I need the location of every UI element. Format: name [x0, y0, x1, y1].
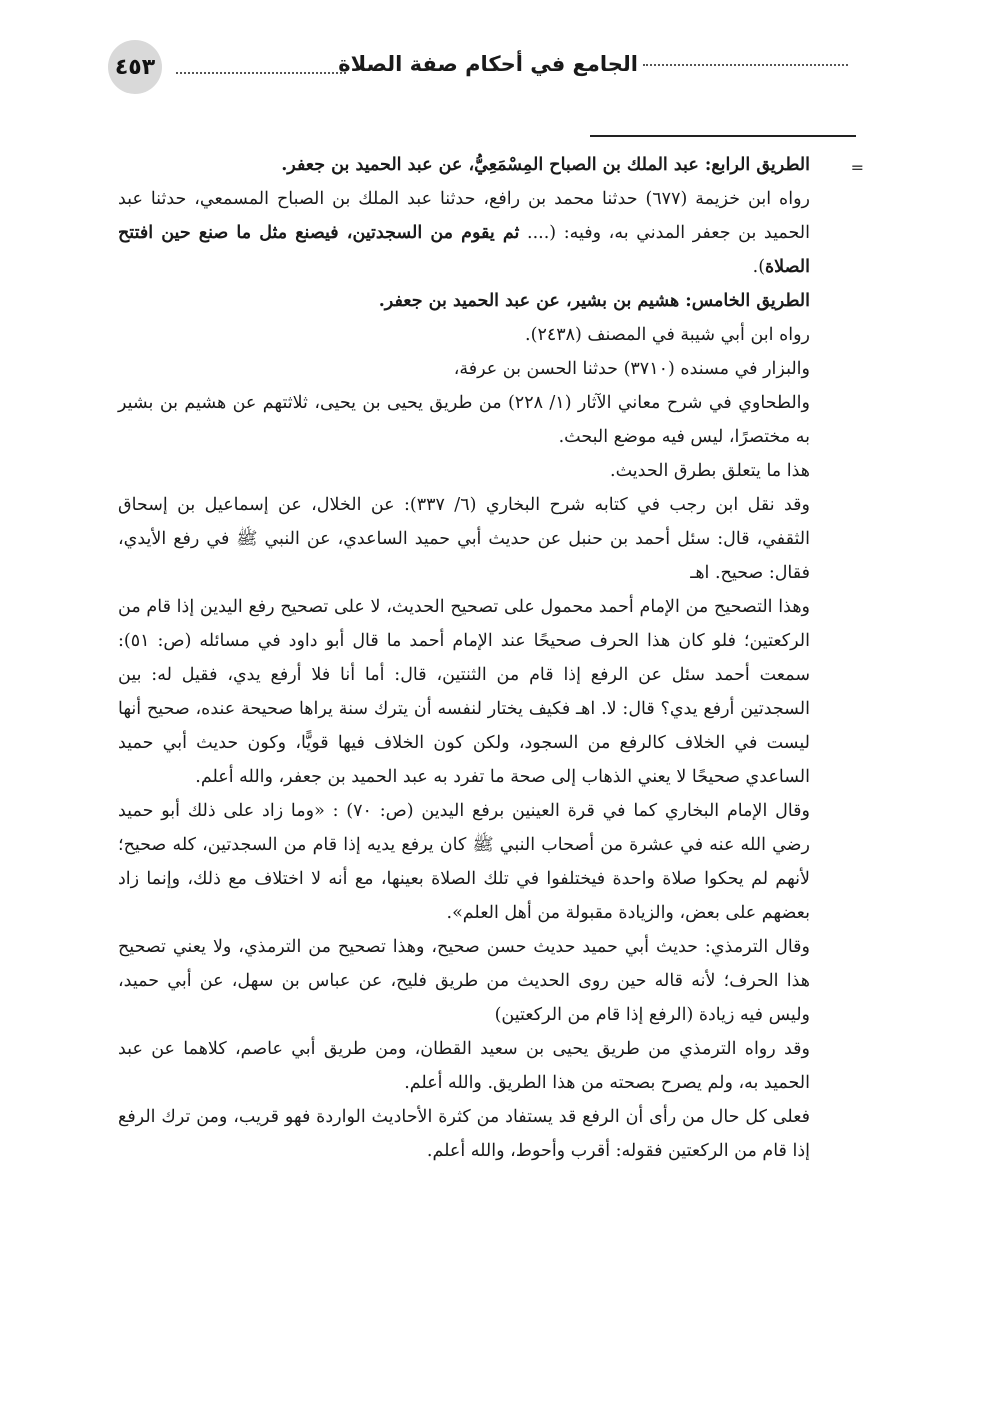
page-number: ٤٥٣ — [108, 40, 162, 94]
paragraph-bukhari: وقال الإمام البخاري كما في قرة العينين برفع اليدين (ص: ٧٠) : «وما زاد على ذلك أبو حميد رضي الله عنه في عشرة من أصحاب النبي ﷺ كان يرفع يديه إذا قام من السجدتين، كله صحيح؛ لأنهم لم يحكوا صلاة واحدة فيختلفوا في تلك الصلاة بعينها، مع أنه لا اختلاف مع ذلك، وإنما زاد بعضهم على بعض، والزيادة مقبولة من أهل العلم». — [118, 801, 810, 923]
paragraph-ibn-khuzaymah — [118, 182, 810, 284]
paragraph-tirmidhi-chains: وقد رواه الترمذي من طريق يحيى بن سعيد القطان، ومن طريق أبي عاصم، كلاهما عن عبد الحميد به، ولم يصرح بصحته من هذا الطريق. والله أعلم. — [118, 1039, 810, 1093]
paragraph-bazzar: والبزار في مسنده (٣٧١٠) حدثنا الحسن بن عرفة، — [453, 359, 810, 379]
paragraph-ibn-rajab: وقد نقل ابن رجب في كتابه شرح البخاري (٦/ ٣٣٧): عن الخلال، عن إسماعيل بن إسحاق الثقفي، قال: سئل أحمد بن حنبل عن حديث أبي حميد الساعدي، عن النبي ﷺ في رفع الأيدي، فقال: صحيح. اهـ — [118, 495, 810, 583]
header-dotted-leader-left — [176, 72, 346, 74]
footnote-separator-rule — [590, 135, 856, 137]
route-five-heading: الطريق الخامس: هشيم بن بشير، عن عبد الحميد بن جعفر. — [378, 291, 810, 311]
paragraph-route-five — [118, 284, 810, 318]
paragraph-ahmad-discussion: وهذا التصحيح من الإمام أحمد محمول على تصحيح الحديث، لا على تصحيح رفع اليدين إذا قام من الركعتين؛ فلو كان هذا الحرف صحيحًا عند الإمام أحمد ما قال أبو داود في مسائله (ص: ٥١): سمعت أحمد سئل عن الرفع إذا قام من الثنتين، قال: أما أنا فلا أرفع يدي، فقيل له: بين السجدتين أرفع يدي؟ قال: لا. اهـ فكيف يختار لنفسه أن يترك سنة يراها صحيحة عنده، صحيح أنها ليست في الخلاف كالرفع من السجود، ولكن كون الخلاف فيها قويًّا، وكون حديث أبي حميد الساعدي صحيحًا لا يعني الذهاب إلى صحة ما تفرد به عبد الحميد بن جعفر، والله أعلم. — [118, 597, 810, 787]
page-header — [108, 40, 848, 100]
route-four-heading: الطريق الرابع: عبد الملك بن الصباح المِسْمَعِيُّ، عن عبد الحميد بن جعفر. — [281, 155, 810, 175]
paragraph-route-four — [118, 148, 810, 182]
paragraph-tirmidhi: وقال الترمذي: حديث أبي حميد حديث حسن صحيح، وهذا تصحيح من الترمذي، ولا يعني تصحيح هذا الحرف؛ لأنه قاله حين روى الحديث من طريق فليح، عن عباس بن سهل، عن أبي حميد، وليس فيه زيادة (الرفع إذا قام من الركعتين) — [118, 937, 810, 1025]
footnote-body — [118, 148, 810, 1168]
header-dotted-leader-right — [643, 64, 848, 66]
paragraph-conclusion: فعلى كل حال من رأى أن الرفع قد يستفاد من كثرة الأحاديث الواردة فهو قريب، ومن ترك الرفع إذا قام من الركعتين فقوله: أقرب وأحوط، والله أعلم. — [118, 1107, 810, 1161]
paragraph-ibn-abi-shaybah: رواه ابن أبي شيبة في المصنف (٢٤٣٨). — [525, 325, 810, 345]
continuation-mark: = — [850, 158, 864, 177]
paragraph-text: رواه ابن خزيمة (٦٧٧) حدثنا محمد بن رافع، حدثنا عبد الملك بن الصباح المسمعي، حدثنا عبد الحميد بن جعفر المدني به، وفيه: (.... — [118, 189, 810, 243]
paragraph-bold-quote: ثم يقوم من السجدتين، فيصنع مثل ما صنع حين افتتح الصلاة — [118, 223, 810, 277]
running-title: الجامع في أحكام صفة الصلاة — [338, 52, 638, 76]
paragraph-tahawi: والطحاوي في شرح معاني الآثار (١/ ٢٢٨) من طريق يحيى بن يحيى، ثلاثتهم عن هشيم بن بشير به مختصرًا، ليس فيه موضع البحث. — [118, 393, 810, 447]
paragraph-tail: ). — [752, 257, 766, 277]
paragraph-summary: هذا ما يتعلق بطرق الحديث. — [610, 461, 810, 481]
